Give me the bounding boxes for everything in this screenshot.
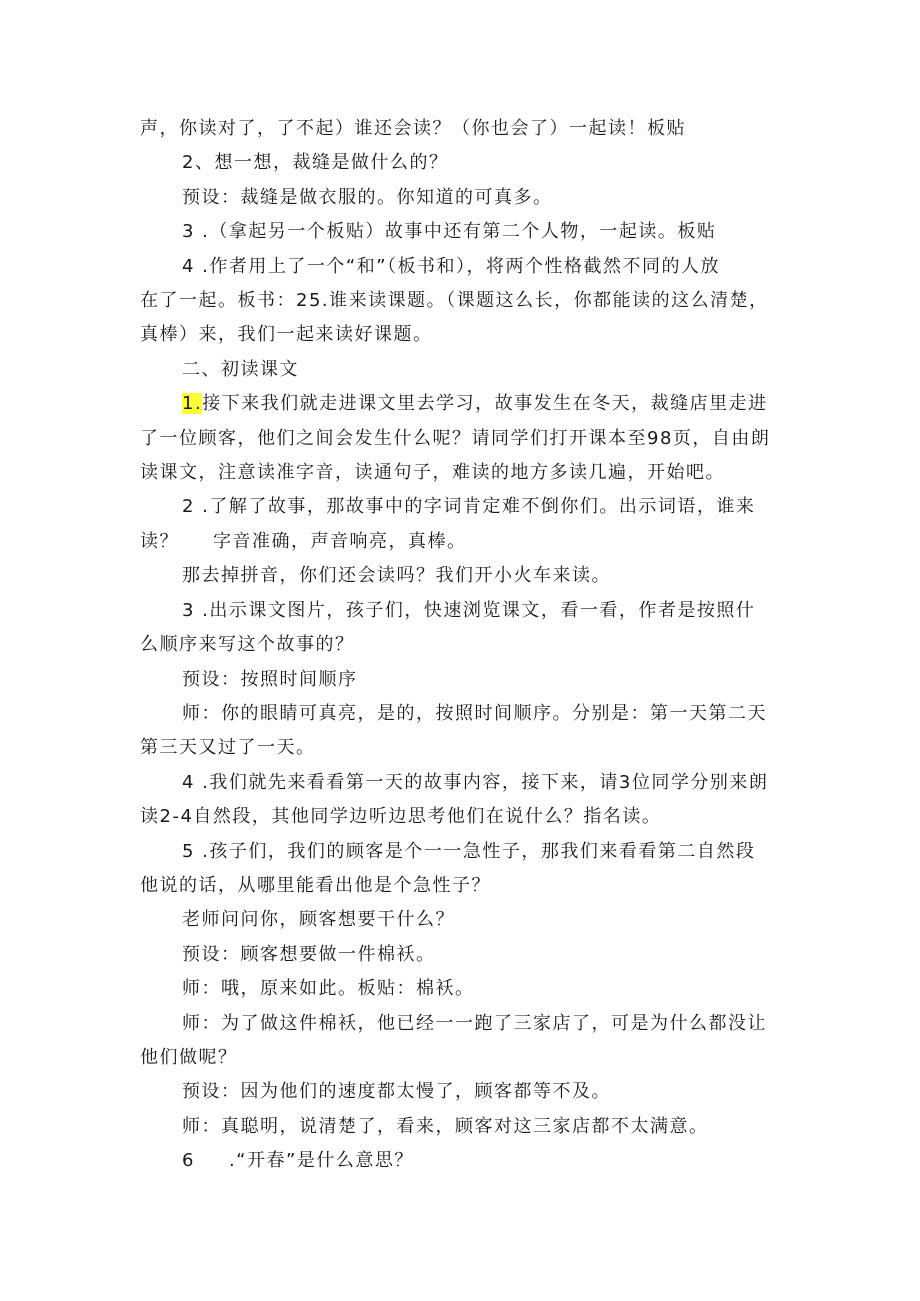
highlighted-list-marker: 1. [182, 393, 203, 415]
paragraph-line: 了一位顾客，他们之间会发生什么呢？请同学们打开课本至98页，自由朗 [140, 427, 771, 449]
paragraph-line: 老师问问你，顾客想要干什么？ [182, 909, 455, 931]
line-text: 接下来我们就走进课文里去学习，故事发生在冬天，裁缝店里走进 [202, 393, 768, 415]
paragraph-line: 3 .（拿起另一个板贴）故事中还有第二个人物，一起读。板贴 [182, 221, 717, 243]
paragraph-line: 5 .孩子们，我们的顾客是个一一急性子，那我们来看看第二自然段 [182, 840, 756, 862]
paragraph-line: 么顺序来写这个故事的？ [140, 634, 355, 656]
paragraph-line: 读课文，注意读准字音，读通句子，难读的地方多读几遍，开始吧。 [140, 462, 725, 484]
line-text-tail: .“开春”是什么意思？ [228, 1150, 414, 1172]
paragraph-line: 2、想一想，裁缝是做什么的？ [182, 152, 449, 174]
line-text: 读？ [140, 530, 179, 552]
paragraph-line: 4 .作者用上了一个“和”（板书和），将两个性格截然不同的人放 [182, 255, 721, 277]
paragraph-line: 师：真聪明，说清楚了，看来，顾客对这三家店都不太满意。 [182, 1115, 709, 1137]
paragraph-line: 师：哦，原来如此。板贴：棉袄。 [182, 978, 475, 1000]
paragraph-line: 他说的话，从哪里能看出他是个急性子？ [140, 874, 491, 896]
document-body [140, 112, 790, 1179]
paragraph-line: 真棒）来，我们一起来读好课题。 [140, 324, 433, 346]
paragraph-line: 那去掉拼音，你们还会读吗？我们开小火车来读。 [182, 565, 611, 587]
paragraph-line: 他们做呢？ [140, 1046, 238, 1068]
paragraph-line: 师：你的眼睛可真亮，是的，按照时间顺序。分别是：第一天第二天 [182, 702, 767, 724]
line-text-tail: 字音准确，声音响亮，真棒。 [213, 530, 467, 552]
list-number: 6 [182, 1150, 195, 1172]
section-heading: 二、初读课文 [182, 358, 299, 380]
paragraph-line: 在了一起。板书：25.谁来读课题。（课题这么长，你都能读的这么清楚， [140, 290, 769, 312]
paragraph-line: 4 .我们就先来看看第一天的故事内容，接下来，请3位同学分别来朗 [182, 771, 769, 793]
paragraph-line: 预设：顾客想要做一件棉袄。 [182, 943, 436, 965]
paragraph-line: 3 .出示课文图片，孩子们，快速浏览课文，看一看，作者是按照什 [182, 599, 756, 621]
paragraph-line: 预设：裁缝是做衣服的。你知道的可真多。 [182, 186, 553, 208]
paragraph-line: 读2-4自然段，其他同学边听边思考他们在说什么？指名读。 [140, 806, 662, 828]
paragraph-line [140, 525, 790, 559]
paragraph-line: 预设：因为他们的速度都太慢了，顾客都等不及。 [182, 1081, 611, 1103]
paragraph-line [140, 387, 790, 421]
paragraph-line: 师：为了做这件棉袄，他已经一一跑了三家店了，可是为什么都没让 [182, 1012, 767, 1034]
paragraph-line: 第三天又过了一天。 [140, 737, 316, 759]
paragraph-line: 声，你读对了，了不起）谁还会读？（你也会了）一起读！板贴 [140, 118, 686, 139]
paragraph-line: 预设：按照时间顺序 [182, 668, 358, 690]
paragraph-line: 2 .了解了故事，那故事中的字词肯定难不倒你们。出示词语，谁来 [182, 496, 756, 518]
paragraph-line [140, 1144, 790, 1178]
